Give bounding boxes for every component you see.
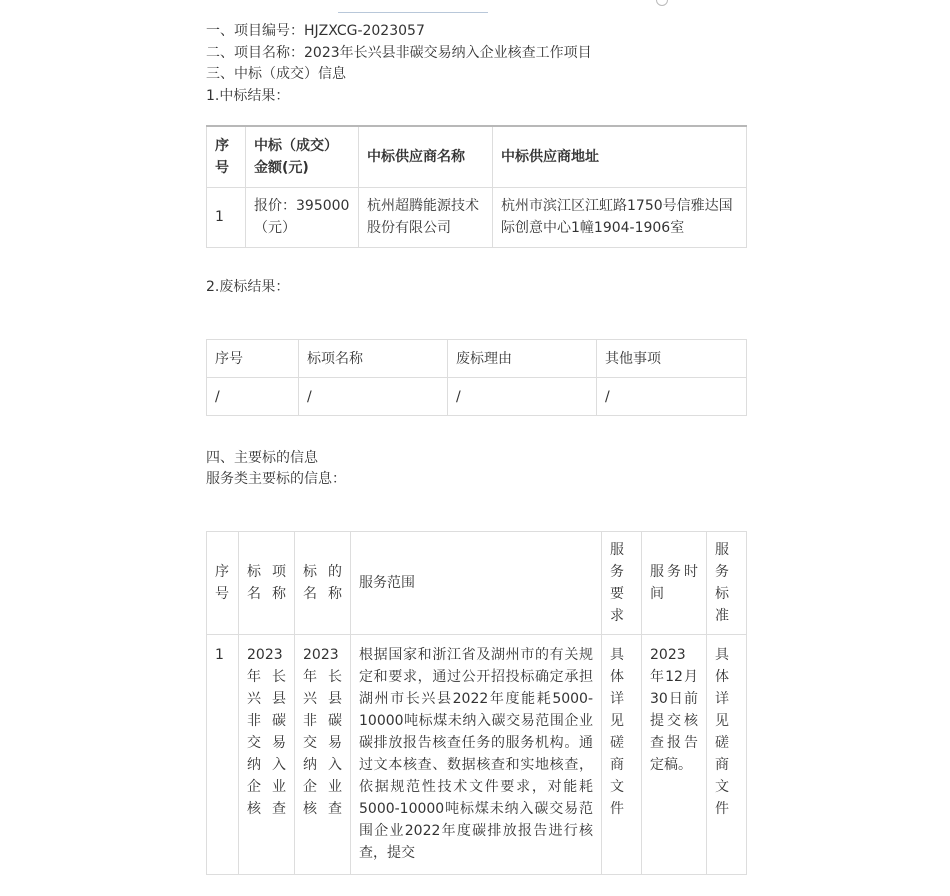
table-header-row — [207, 340, 747, 378]
cell-scope: 根据国家和浙江省及湖州市的有关规定和要求，通过公开招投标确定承担湖州市长兴县2022年度能耗5000-10000吨标煤未纳入碳交易范围企业碳排放报告核查任务的服务机构。通过文本核查、数据核查和实地核查，依据规范性技术文件要求，对能耗5000-10000吨标煤未纳入碳交易范围企业2022年度碳排放报告进行核查，提交 — [351, 635, 602, 875]
project-name: 二、项目名称：2023年长兴县非碳交易纳入企业核查工作项目 — [206, 45, 592, 61]
project-number: 一、项目编号：HJZXCG-2023057 — [206, 23, 425, 39]
table-header-row — [207, 126, 747, 187]
cell-index: 1 — [207, 635, 239, 875]
failed-result-heading: 2.废标结果： — [206, 279, 290, 295]
column-header: 序号 — [207, 340, 299, 378]
award-info-heading: 三、中标（成交）信息 — [206, 66, 346, 82]
cell-standard: 具体详见磋商文件 — [707, 635, 747, 875]
column-header: 标项名称 — [239, 532, 295, 635]
table-row — [207, 187, 747, 247]
column-header: 服务范围 — [351, 532, 602, 635]
cell-reason: / — [448, 378, 597, 416]
column-header: 服务时间 — [642, 532, 707, 635]
column-header: 序号 — [207, 532, 239, 635]
column-header: 标项名称 — [299, 340, 448, 378]
failed-table — [206, 339, 747, 416]
column-header: 服务要求 — [602, 532, 642, 635]
cell-name: / — [299, 378, 448, 416]
cell-other: / — [597, 378, 747, 416]
table-header-row — [207, 532, 747, 635]
column-header: 服务标准 — [707, 532, 747, 635]
cell-amount: 报价：395000（元） — [246, 187, 359, 247]
award-result-heading: 1.中标结果： — [206, 88, 290, 104]
service-subject-heading: 服务类主要标的信息： — [206, 471, 346, 487]
cell-index: / — [207, 378, 299, 416]
column-header: 序号 — [207, 126, 246, 187]
print-icon[interactable] — [656, 0, 668, 6]
column-header: 其他事项 — [597, 340, 747, 378]
service-table — [206, 531, 747, 875]
column-header: 废标理由 — [448, 340, 597, 378]
main-subject-heading: 四、主要标的信息 — [206, 450, 318, 466]
cell-requirement: 具体详见磋商文件 — [602, 635, 642, 875]
cell-subject-name: 2023年长兴县非碳交易纳入企业核查 — [295, 635, 351, 875]
table-row — [207, 635, 747, 875]
cell-time: 2023年12月30日前提交核查报告定稿。 — [642, 635, 707, 875]
cell-supplier: 杭州超腾能源技术股份有限公司 — [359, 187, 493, 247]
cell-index: 1 — [207, 187, 246, 247]
award-table — [206, 125, 747, 248]
top-divider — [338, 12, 488, 13]
column-header: 中标供应商地址 — [493, 126, 747, 187]
column-header: 中标供应商名称 — [359, 126, 493, 187]
table-row — [207, 378, 747, 416]
cell-address: 杭州市滨江区江虹路1750号信雅达国际创意中心1幢1904-1906室 — [493, 187, 747, 247]
column-header: 标的名称 — [295, 532, 351, 635]
column-header: 中标（成交）金额(元) — [246, 126, 359, 187]
cell-item-name: 2023年长兴县非碳交易纳入企业核查 — [239, 635, 295, 875]
